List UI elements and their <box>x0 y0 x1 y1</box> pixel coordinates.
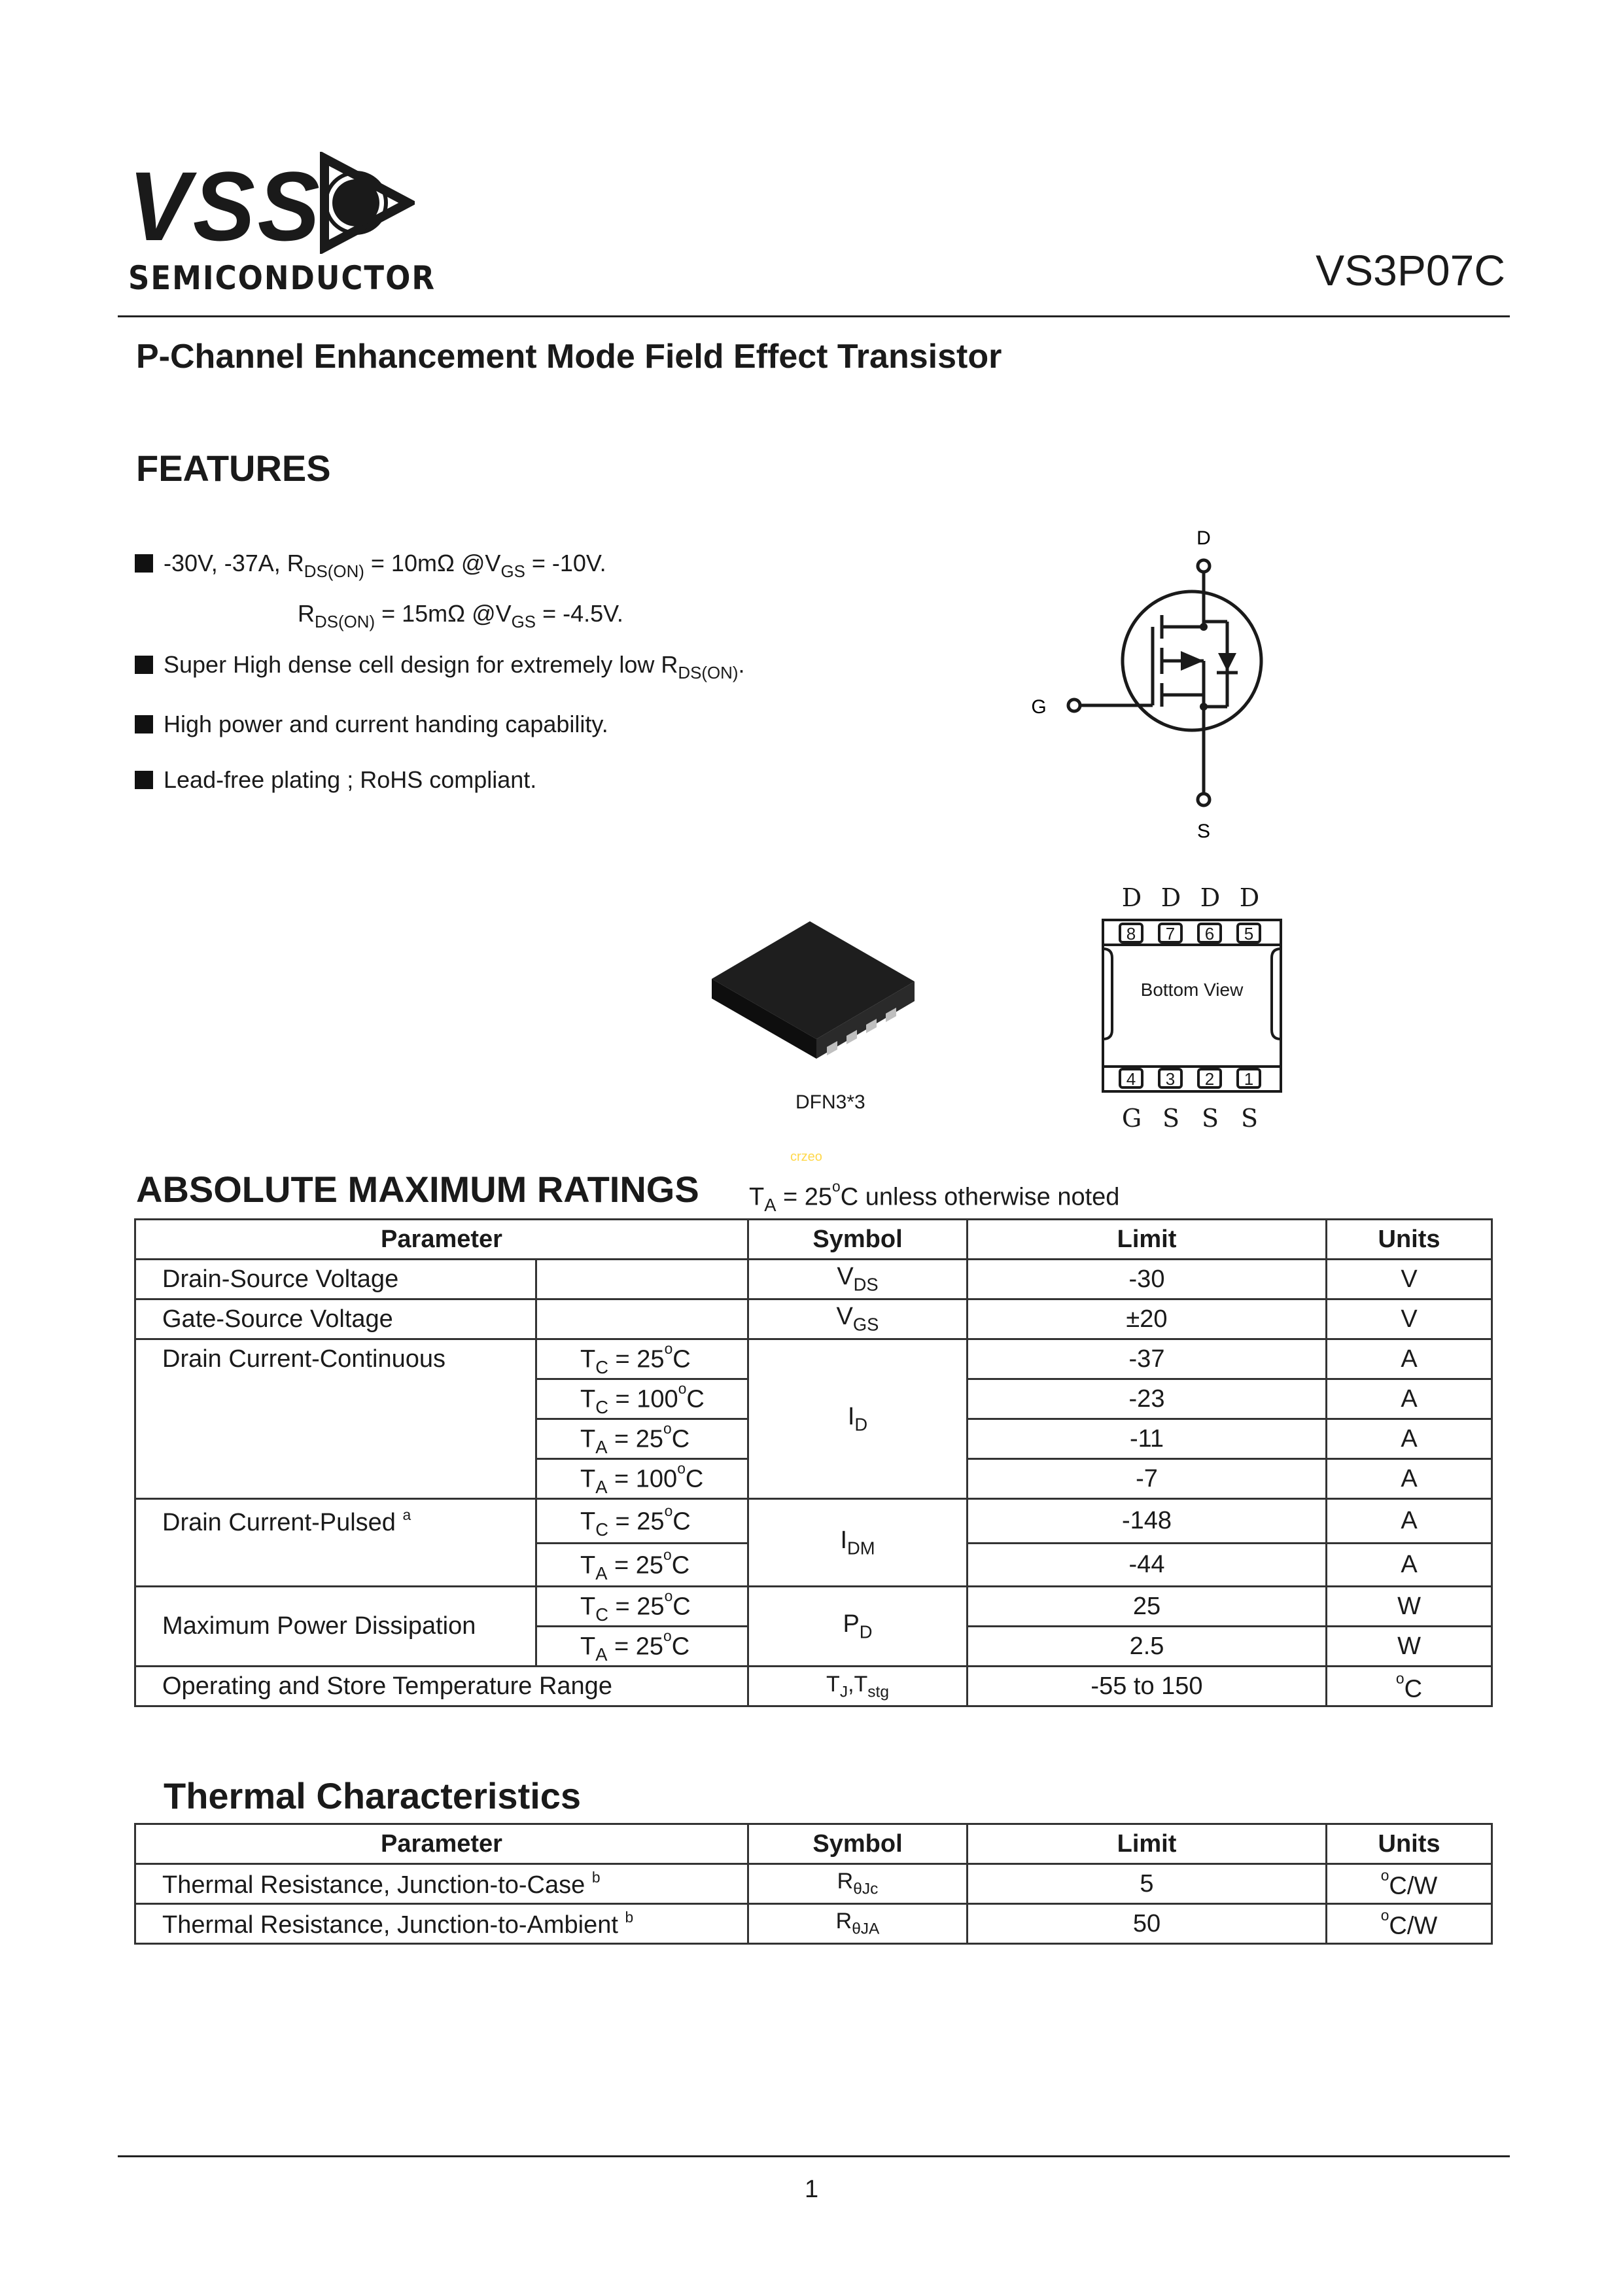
logo-text: VSS <box>128 151 323 261</box>
drain-label: D <box>1196 527 1211 549</box>
bullet-icon <box>135 656 153 674</box>
features-heading: FEATURES <box>136 448 331 489</box>
table-row: $T_A = 25^oC$ -44 A <box>135 1544 1492 1587</box>
part-number: VS3P07C <box>1316 246 1505 294</box>
svg-text:1: 1 <box>1244 1069 1254 1089</box>
svg-text:6: 6 <box>1204 924 1215 944</box>
pin-7-label: D <box>1161 883 1181 912</box>
source-label: S <box>1196 821 1211 842</box>
logo-subtext: SEMICONDUCTOR <box>128 259 436 297</box>
svg-text:2: 2 <box>1204 1069 1215 1089</box>
table-header-row: Parameter Symbol Limit Units <box>135 1824 1492 1864</box>
thermal-table <box>134 1823 1493 1945</box>
table-row: Drain Current-Pulsed $^a$ $T_C = 25^oC$ $I_{DM}$ -148 A <box>135 1499 1492 1544</box>
feature-item-1-line-2: $R_{DS(ON)} = 15m\Omega$ $@V_{GS} = -4.5V$. <box>298 600 623 632</box>
table-header-row: Parameter Symbol Limit Units <box>135 1220 1492 1260</box>
header-divider <box>118 315 1510 317</box>
dfn-package-image <box>707 916 922 1067</box>
watermark: crzeo <box>790 1150 822 1164</box>
svg-text:7: 7 <box>1165 924 1176 944</box>
table-row: $T_A = 25^oC$ -11 A <box>135 1419 1492 1459</box>
table-row: Thermal Resistance, Junction-to-Ambient $^b$ $R_{\theta JA}$ 50 $^o$C/W <box>135 1904 1492 1944</box>
table-row: Drain-Source Voltage $V_{DS}$ -30 V <box>135 1260 1492 1299</box>
table-row: Maximum Power Dissipation $T_C = 25^oC$ $P_D$ 25 W <box>135 1587 1492 1627</box>
document-title: P-Channel Enhancement Mode Field Effect Transistor <box>136 338 1002 376</box>
feature-item-4: Lead-free plating ; RoHS compliant. <box>135 768 536 792</box>
svg-text:4: 4 <box>1126 1069 1136 1089</box>
bullet-icon <box>135 771 153 789</box>
table-row: Operating and Store Temperature Range $T_J,T_{stg}$ -55 to 150 $^o$C <box>135 1667 1492 1706</box>
page-number: 1 <box>805 2176 819 2203</box>
table-row: Gate-Source Voltage $V_{GS}$ ±20 V <box>135 1299 1492 1339</box>
pin-6-label: D <box>1200 883 1221 912</box>
thermal-heading: Thermal Characteristics <box>164 1775 582 1816</box>
feature-item-1: -30V, -37A, $R_{DS(ON)} = 10m\Omega$ $@V_{GS} = -10V$. <box>135 552 606 581</box>
table-row: Drain Current-Continuous $T_C = 25^oC$ $I_D$ -37 A <box>135 1339 1492 1379</box>
pin-8-label: D <box>1121 883 1142 912</box>
pin-2-label: S <box>1201 1104 1219 1133</box>
absolute-max-table <box>134 1218 1493 1707</box>
pin-3-label: S <box>1162 1104 1180 1133</box>
bottom-view-pinout <box>1092 877 1308 1139</box>
table-row: Thermal Resistance, Junction-to-Case $^b$ $R_{\theta Jc}$ 5 $^o$C/W <box>135 1864 1492 1904</box>
table-row: $T_C = 100^oC$ -23 A <box>135 1379 1492 1419</box>
feature-item-2: Super High dense cell design for extremely low $R_{DS(ON)}$. <box>135 653 745 682</box>
svg-text:3: 3 <box>1165 1069 1176 1089</box>
logo-triangle-icon <box>317 152 415 254</box>
pin-4-label: G <box>1121 1104 1142 1133</box>
package-label: DFN3*3 <box>795 1091 865 1113</box>
svg-text:8: 8 <box>1126 924 1136 944</box>
pin-5-label: D <box>1239 883 1260 912</box>
table-row: $T_A = 25^oC$ 2.5 W <box>135 1627 1492 1667</box>
svg-text:5: 5 <box>1244 924 1254 944</box>
bottom-view-label: Bottom View <box>1140 980 1244 1000</box>
gate-label: G <box>1031 696 1047 718</box>
bullet-icon <box>135 554 153 573</box>
feature-item-3: High power and current handing capability. <box>135 713 608 736</box>
pin-1-label: S <box>1240 1104 1259 1133</box>
absolute-max-heading: ABSOLUTE MAXIMUM RATINGS <box>136 1169 699 1210</box>
footer-divider <box>118 2155 1510 2157</box>
table-row: $T_A = 100^oC$ -7 A <box>135 1459 1492 1499</box>
absolute-max-note: $T_A = 25^oC$ unless otherwise noted <box>749 1178 1120 1216</box>
bullet-icon <box>135 715 153 733</box>
mosfet-symbol-diagram <box>1007 517 1295 857</box>
